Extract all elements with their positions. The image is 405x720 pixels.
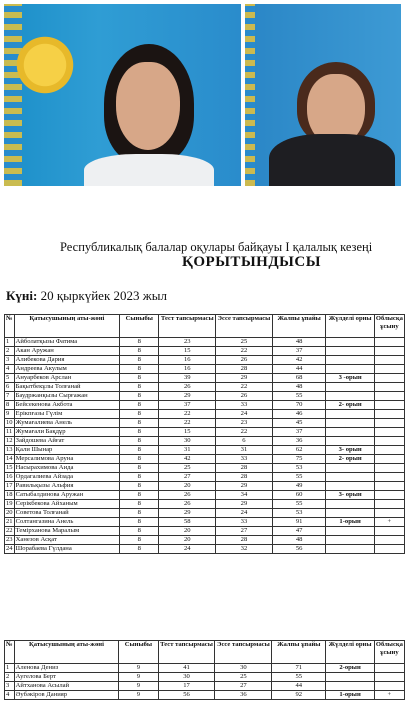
teacher-figure <box>267 4 397 186</box>
table-cell: 70 <box>272 401 326 410</box>
table-cell: 22 <box>159 410 216 419</box>
table-cell: 8 <box>120 419 159 428</box>
table-cell: 23 <box>216 419 273 428</box>
table-cell <box>374 464 404 473</box>
table-cell: Советова Толғанай <box>14 509 120 518</box>
table-cell: 24 <box>159 545 216 554</box>
table-cell: 39 <box>159 374 216 383</box>
table-cell <box>326 338 374 347</box>
table-cell: 71 <box>272 664 326 673</box>
table-cell <box>374 446 404 455</box>
table-cell <box>326 464 374 473</box>
table-cell: 8 <box>120 410 159 419</box>
table-cell <box>374 527 404 536</box>
table-cell <box>374 664 404 673</box>
table-cell: 56 <box>272 545 326 554</box>
table-row <box>5 682 405 691</box>
table-cell <box>326 437 374 446</box>
table-cell: 44 <box>272 365 326 374</box>
table-cell <box>374 509 404 518</box>
table-cell <box>326 682 375 691</box>
table-cell: 8 <box>120 527 159 536</box>
table-cell: 29 <box>216 374 273 383</box>
table-cell: 75 <box>272 455 326 464</box>
table-cell: Мерсалимова Аруна <box>14 455 120 464</box>
table-cell <box>374 365 404 374</box>
table-cell <box>374 682 404 691</box>
table-cell: Акан Аружан <box>14 347 120 356</box>
document-title: ҚОРЫТЫНДЫСЫ <box>182 254 321 270</box>
table-cell <box>326 383 374 392</box>
document-date <box>6 288 167 304</box>
table-cell: Жумағалиева Анель <box>14 419 120 428</box>
table-cell <box>374 500 404 509</box>
table-cell <box>326 428 374 437</box>
table-cell <box>374 392 404 401</box>
table-row <box>5 473 405 482</box>
table-cell <box>374 536 404 545</box>
table-cell <box>374 673 404 682</box>
table-cell: 47 <box>272 527 326 536</box>
table-row <box>5 691 405 700</box>
table-row <box>5 338 405 347</box>
table-row <box>5 365 405 374</box>
table-row <box>5 383 405 392</box>
table-cell: 8 <box>120 455 159 464</box>
table-cell: 46 <box>272 410 326 419</box>
table-row <box>5 500 405 509</box>
table-cell: Бейсекенова Акбота <box>14 401 120 410</box>
table-cell: 3- орын <box>326 446 374 455</box>
column-header: Жалпы ұпайы <box>272 641 326 664</box>
table-cell: 9 <box>119 673 158 682</box>
table-row <box>5 437 405 446</box>
table-row <box>5 419 405 428</box>
table-cell: 16 <box>159 356 216 365</box>
table-cell: Алибекова Дария <box>14 356 120 365</box>
column-header: Сыныбы <box>119 641 158 664</box>
table-cell: Аугелова Берт <box>14 673 119 682</box>
table-cell: 2 <box>5 347 15 356</box>
table-row <box>5 491 405 500</box>
table-cell: Шорабаева Гүлдана <box>14 545 120 554</box>
table-cell: 25 <box>215 673 272 682</box>
table-cell: 53 <box>272 509 326 518</box>
table-cell: 8 <box>120 536 159 545</box>
table-cell: 48 <box>272 383 326 392</box>
table-cell: 2-орын <box>326 664 375 673</box>
table-cell: 58 <box>159 518 216 527</box>
table-cell <box>374 401 404 410</box>
table-cell: 56 <box>158 691 215 700</box>
table-cell: 27 <box>216 527 273 536</box>
table-cell: Ерікпғазы Гүлім <box>14 410 120 419</box>
table-cell: 20 <box>159 536 216 545</box>
table-cell: 20 <box>6 509 13 516</box>
table-cell: 8 <box>120 383 159 392</box>
table-cell: 26 <box>159 383 216 392</box>
table-cell <box>374 455 404 464</box>
table-cell: 2- орын <box>326 401 374 410</box>
table-cell: 12 <box>6 437 13 444</box>
table-cell <box>326 527 374 536</box>
column-header: Эссе тапсырмасы <box>216 315 273 338</box>
table-cell: 1-орын <box>326 691 375 700</box>
table-cell <box>374 410 404 419</box>
table-cell: 42 <box>272 356 326 365</box>
table-cell: 14 <box>6 455 13 462</box>
table-cell: 15 <box>159 428 216 437</box>
table-cell <box>326 500 374 509</box>
table-cell: 28 <box>216 365 273 374</box>
column-header: № <box>5 315 15 338</box>
table-cell: 11 <box>6 428 13 435</box>
table-cell <box>374 482 404 491</box>
table-cell: 55 <box>272 500 326 509</box>
table-cell: Андреева Акулым <box>14 365 120 374</box>
table-cell <box>374 473 404 482</box>
table-cell: 8 <box>120 500 159 509</box>
table-cell: 62 <box>272 446 326 455</box>
table-cell <box>326 673 375 682</box>
table-cell: 8 <box>120 437 159 446</box>
table-row <box>5 673 405 682</box>
table-row <box>5 482 405 491</box>
flag-sun-emblem <box>12 32 78 98</box>
table-cell: 19 <box>6 500 13 507</box>
table-row <box>5 527 405 536</box>
table-cell: 42 <box>159 455 216 464</box>
table-cell: 16 <box>159 365 216 374</box>
table-cell: 32 <box>216 545 273 554</box>
column-header: Сыныбы <box>120 315 159 338</box>
table-cell: Темірханова Маралым <box>14 527 120 536</box>
table-row <box>5 545 405 554</box>
table-cell: 8 <box>120 491 159 500</box>
column-header: Қатысушының аты-жөні <box>14 641 119 664</box>
table-cell: 24 <box>216 509 273 518</box>
table-cell: 33 <box>216 518 273 527</box>
table-cell: 10 <box>6 419 13 426</box>
table-cell: 8 <box>120 374 159 383</box>
table-cell: Әубәкіров Данияр <box>14 691 119 700</box>
table-cell: 36 <box>272 437 326 446</box>
table-cell: 3- орын <box>326 491 374 500</box>
table-cell: 60 <box>272 491 326 500</box>
table-cell: 8 <box>120 509 159 518</box>
table-cell: 22 <box>216 383 273 392</box>
table-cell: 30 <box>215 664 272 673</box>
table-cell: Айболатқызы Фатима <box>14 338 120 347</box>
table-cell: 92 <box>272 691 326 700</box>
table-cell: 30 <box>158 673 215 682</box>
table-cell <box>326 392 374 401</box>
table-cell <box>374 338 404 347</box>
table-cell: 17 <box>158 682 215 691</box>
table-cell: Равильқызы Альфия <box>14 482 120 491</box>
table-row <box>5 455 405 464</box>
table-cell: 41 <box>158 664 215 673</box>
table-cell <box>374 491 404 500</box>
table-header-row <box>5 641 405 664</box>
results-table-grade-9 <box>4 640 405 700</box>
table-cell: 48 <box>272 338 326 347</box>
teacher-photo <box>245 4 401 186</box>
table-cell: 8 <box>120 464 159 473</box>
table-cell <box>374 419 404 428</box>
table-cell: 33 <box>216 455 273 464</box>
table-cell: 8 <box>120 338 159 347</box>
results-document <box>0 188 405 720</box>
column-header: № <box>5 641 15 664</box>
table-cell: 3 <box>5 682 15 691</box>
table-cell: 33 <box>216 401 273 410</box>
table-cell: 8 <box>5 401 15 410</box>
table-row <box>5 410 405 419</box>
flag-ornament <box>4 4 22 186</box>
document-heading: Республикалық балалар оқулары байқауы І қалалық кезеңі <box>60 240 373 254</box>
table-cell: 31 <box>159 446 216 455</box>
column-header: Эссе тапсырмасы <box>215 641 272 664</box>
table-cell <box>326 410 374 419</box>
table-cell: 2- орын <box>326 455 374 464</box>
table-row <box>5 509 405 518</box>
table-cell <box>374 383 404 392</box>
table-cell: Ханезов Асқат <box>14 536 120 545</box>
table-row <box>5 347 405 356</box>
table-cell: 8 <box>120 518 159 527</box>
table-cell <box>326 545 374 554</box>
table-cell <box>326 356 374 365</box>
table-cell: 29 <box>216 482 273 491</box>
table-cell: 29 <box>216 500 273 509</box>
table-cell: 53 <box>272 464 326 473</box>
table-cell: 26 <box>216 356 273 365</box>
table-cell <box>374 545 404 554</box>
table-cell: 31 <box>216 446 273 455</box>
table-cell: 34 <box>216 491 273 500</box>
table-cell: 1-орын <box>326 518 374 527</box>
table-row <box>5 664 405 673</box>
results-table-grade-8 <box>4 314 405 554</box>
table-cell: 44 <box>272 682 326 691</box>
table-cell: 9 <box>119 682 158 691</box>
table-cell: 23 <box>159 338 216 347</box>
table-cell <box>374 428 404 437</box>
table-cell <box>374 347 404 356</box>
table-cell: 26 <box>216 392 273 401</box>
table-cell: Сатыбалдинова Аружан <box>14 491 120 500</box>
table-cell: 6 <box>216 437 273 446</box>
table-body <box>5 338 405 554</box>
table-cell: + <box>374 518 404 527</box>
table-cell: 8 <box>120 392 159 401</box>
table-cell: 49 <box>272 482 326 491</box>
table-cell: 3 <box>5 356 15 365</box>
column-header: Тест тапсырмасы <box>158 641 215 664</box>
table-cell: 22 <box>6 527 13 534</box>
table-cell: 29 <box>159 509 216 518</box>
table-cell: 4 <box>5 365 15 374</box>
table-cell: 91 <box>272 518 326 527</box>
table-cell <box>326 419 374 428</box>
table-cell <box>326 482 374 491</box>
table-cell: 2 <box>5 673 15 682</box>
table-row <box>5 464 405 473</box>
table-cell: 68 <box>272 374 326 383</box>
table-cell: 37 <box>272 347 326 356</box>
table-cell: 17 <box>6 482 13 489</box>
table-cell: 8 <box>120 401 159 410</box>
table-cell: 8 <box>120 428 159 437</box>
column-header: Тест тапсырмасы <box>159 315 216 338</box>
table-cell: 26 <box>159 500 216 509</box>
table-cell: 22 <box>216 347 273 356</box>
table-row <box>5 374 405 383</box>
student-photo <box>4 4 241 186</box>
table-cell <box>374 374 404 383</box>
table-cell: 22 <box>216 428 273 437</box>
table-cell: Жумағали Бақдұр <box>14 428 120 437</box>
column-header: Облысқа ұсыну <box>374 641 404 664</box>
table-cell: 27 <box>159 473 216 482</box>
table-cell: Насырахимова Аида <box>14 464 120 473</box>
table-cell: 16 <box>6 473 13 480</box>
table-cell: 25 <box>159 464 216 473</box>
table-cell: 55 <box>272 673 326 682</box>
column-header: Жүлделі орны <box>326 641 375 664</box>
table-row <box>5 518 405 527</box>
column-header: Облысқа ұсыну <box>374 315 404 338</box>
table-cell: 48 <box>272 536 326 545</box>
table-header-row <box>5 315 405 338</box>
table-cell: 7 <box>5 392 15 401</box>
table-cell: 45 <box>272 419 326 428</box>
table-cell: 24 <box>216 410 273 419</box>
table-cell: 8 <box>120 446 159 455</box>
table-cell: 25 <box>216 338 273 347</box>
table-cell: 37 <box>272 428 326 437</box>
photo-strip <box>0 0 405 188</box>
table-row <box>5 428 405 437</box>
table-cell: 8 <box>120 545 159 554</box>
table-cell: 8 <box>120 356 159 365</box>
table-cell: 30 <box>159 437 216 446</box>
table-cell: 9 <box>119 664 158 673</box>
table-cell: 28 <box>216 464 273 473</box>
table-cell: Айтханова Асылай <box>14 682 119 691</box>
table-cell: 28 <box>216 473 273 482</box>
table-cell: 27 <box>215 682 272 691</box>
table-cell: + <box>374 691 404 700</box>
table-cell: 18 <box>6 491 13 498</box>
table-cell: Қали Шынар <box>14 446 120 455</box>
table-cell: Баудржанқызы Сырғажан <box>14 392 120 401</box>
table-cell: 20 <box>159 527 216 536</box>
table-cell: Ордагалиева Айзада <box>14 473 120 482</box>
table-cell: Серікбекова Айханым <box>14 500 120 509</box>
table-cell: 8 <box>120 482 159 491</box>
table-cell: 21 <box>6 518 13 525</box>
table-cell: Зайдошева Айғат <box>14 437 120 446</box>
table-cell: Ануарбеков Арслан <box>14 374 120 383</box>
table-row <box>5 446 405 455</box>
flag-ornament <box>245 4 255 186</box>
table-cell: Бақытбекұлы Толғанай <box>14 383 120 392</box>
table-cell <box>374 437 404 446</box>
table-cell: 28 <box>216 536 273 545</box>
table-cell: 6 <box>5 383 15 392</box>
table-cell: 15 <box>6 464 13 471</box>
date-value: 20 қыркүйек 2023 жыл <box>40 288 167 303</box>
table-cell: 1 <box>5 664 15 673</box>
table-body <box>5 664 405 700</box>
table-cell <box>326 365 374 374</box>
column-header: Жалпы ұпайы <box>272 315 326 338</box>
table-row <box>5 356 405 365</box>
table-cell: 22 <box>159 419 216 428</box>
table-cell: 1 <box>5 338 15 347</box>
table-cell: 4 <box>5 691 15 700</box>
table-cell <box>374 356 404 365</box>
column-header: Қатысушының аты-жөні <box>14 315 120 338</box>
table-cell: 55 <box>272 473 326 482</box>
table-cell: 8 <box>120 365 159 374</box>
table-cell: 9 <box>119 691 158 700</box>
table-cell: 26 <box>159 491 216 500</box>
table-cell: 13 <box>6 446 13 453</box>
table-row <box>5 536 405 545</box>
column-header: Жүлделі орны <box>326 315 374 338</box>
table-cell: 8 <box>120 473 159 482</box>
table-cell: 36 <box>215 691 272 700</box>
table-cell: 37 <box>159 401 216 410</box>
table-cell <box>326 473 374 482</box>
table-cell: 55 <box>272 392 326 401</box>
table-cell: 29 <box>159 392 216 401</box>
table-cell: 8 <box>120 347 159 356</box>
table-cell <box>326 509 374 518</box>
table-row <box>5 392 405 401</box>
table-row <box>5 401 405 410</box>
table-cell: 23 <box>6 536 13 543</box>
table-cell: 5 <box>5 374 15 383</box>
table-cell: 24 <box>6 545 13 552</box>
table-cell: 20 <box>159 482 216 491</box>
table-cell: 9 <box>5 410 15 419</box>
table-cell: 3 -орын <box>326 374 374 383</box>
student-figure <box>84 4 214 186</box>
table-cell <box>326 347 374 356</box>
date-label: Күні: <box>6 288 38 303</box>
table-cell: Солтангазина Анель <box>14 518 120 527</box>
table-cell: Аленова Дениз <box>14 664 119 673</box>
table-cell <box>326 536 374 545</box>
table-cell: 15 <box>159 347 216 356</box>
